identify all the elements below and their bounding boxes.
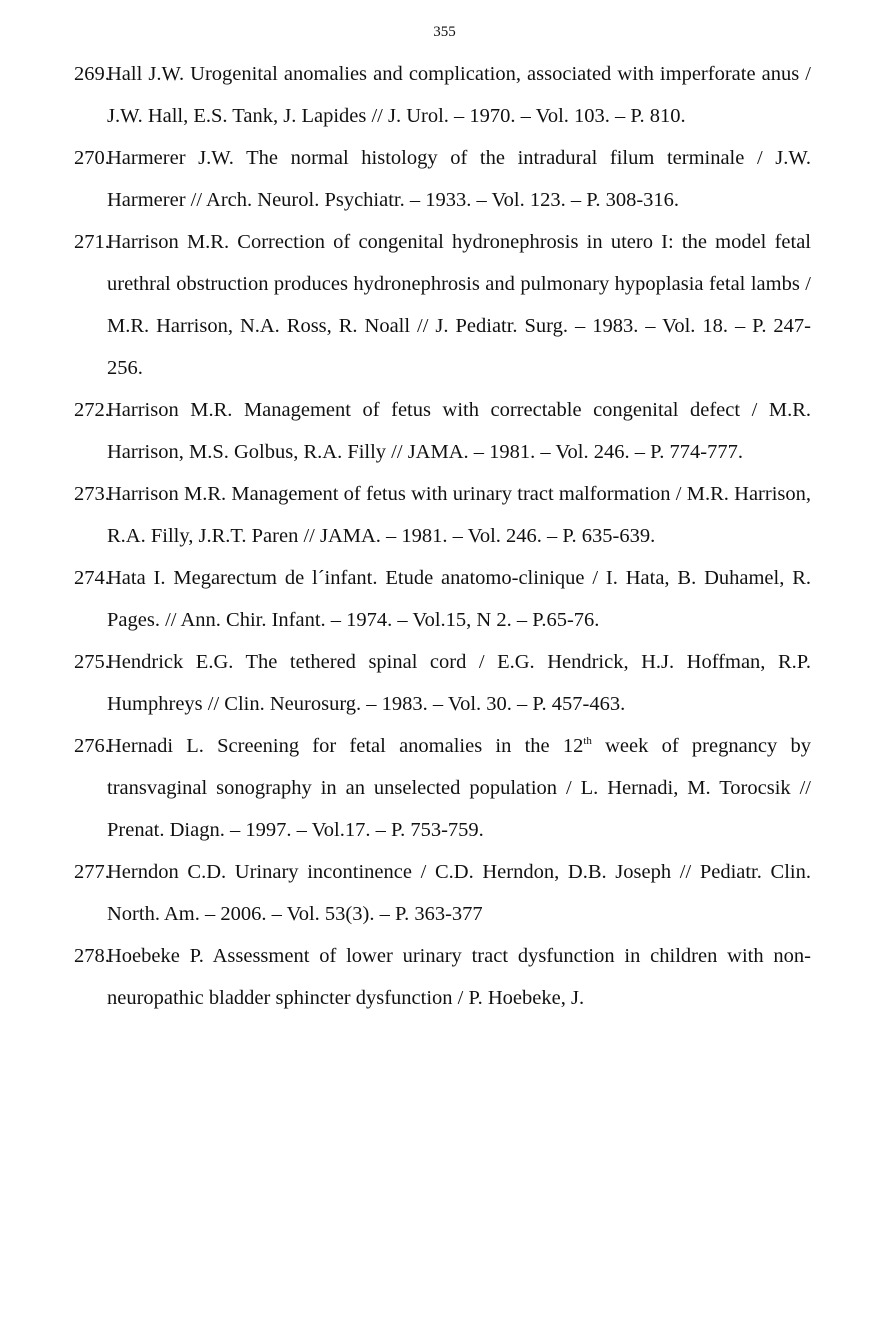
page-number: 355 (433, 24, 456, 40)
reference-number: 275. (74, 651, 110, 673)
reference-number: 271. (74, 231, 110, 253)
reference-number: 269. (74, 63, 110, 85)
reference-number: 277. (74, 861, 110, 883)
reference-item (74, 221, 811, 389)
reference-text-start: Hernadi L. Screening for fetal anomalies in the 12 (107, 735, 584, 757)
superscript-ordinal: th (583, 735, 592, 748)
reference-item (74, 137, 811, 221)
reference-item (74, 557, 811, 641)
reference-item (74, 641, 811, 725)
reference-text: Hata I. Megarectum de l´infant. Etude anatomo-clinique / I. Hata, B. Duhamel, R. Pages. // Ann. Chir. Infant. – 1974. – Vol.15, N 2. – P.65-76. (107, 567, 811, 631)
reference-text: Harrison M.R. Correction of congenital hydronephrosis in utero I: the model fetal urethral obstruction produces hydronephrosis and pulmonary hypoplasia fetal lambs / M.R. Harrison, N.A. Ross, R. Noall // J. Pediatr. Surg. – 1983. – Vol. 18. – P. 247-256. (107, 231, 811, 379)
reference-text: Hendrick E.G. The tethered spinal cord / E.G. Hendrick, H.J. Hoffman, R.P. Humphreys // Clin. Neurosurg. – 1983. – Vol. 30. – P. 457-463. (107, 651, 811, 715)
reference-number: 270. (74, 147, 110, 169)
reference-list (74, 53, 811, 1019)
reference-number: 272. (74, 399, 110, 421)
reference-number: 276. (74, 735, 110, 757)
reference-number: 278. (74, 945, 110, 967)
reference-item (74, 851, 811, 935)
reference-item (74, 473, 811, 557)
reference-item (74, 935, 811, 1019)
reference-text-end: week of pregnancy by transvaginal sonography in an unselected population / L. Hernadi, M. Torocsik // Prenat. Diagn. – 1997. – Vol.17. – P. 753-759. (107, 735, 811, 841)
reference-text: Herndon C.D. Urinary incontinence / C.D. Herndon, D.B. Joseph // Pediatr. Clin. North. Am. – 2006. – Vol. 53(3). – P. 363-377 (107, 861, 811, 925)
reference-item (74, 53, 811, 137)
reference-item (74, 389, 811, 473)
reference-text: Hall J.W. Urogenital anomalies and complication, associated with imperforate anus / J.W. Hall, E.S. Tank, J. Lapides // J. Urol. – 1970. – Vol. 103. – P. 810. (107, 63, 811, 127)
reference-text: Hoebeke P. Assessment of lower urinary tract dysfunction in children with non-neuropathic bladder sphincter dysfunction / P. Hoebeke, J. (107, 945, 811, 1009)
reference-number: 274. (74, 567, 110, 589)
reference-text: Harrison M.R. Management of fetus with correctable congenital defect / M.R. Harrison, M.S. Golbus, R.A. Filly // JAMA. – 1981. – Vol. 246. – P. 774-777. (107, 399, 811, 463)
reference-text: Harmerer J.W. The normal histology of the intradural filum terminale / J.W. Harmerer // Arch. Neurol. Psychiatr. – 1933. – Vol. 123. – P. 308-316. (107, 147, 811, 211)
reference-text: Harrison M.R. Management of fetus with urinary tract malformation / M.R. Harrison, R.A. Filly, J.R.T. Paren // JAMA. – 1981. – Vol. 246. – P. 635-639. (107, 483, 811, 547)
reference-number: 273. (74, 483, 110, 505)
reference-item (74, 725, 811, 851)
